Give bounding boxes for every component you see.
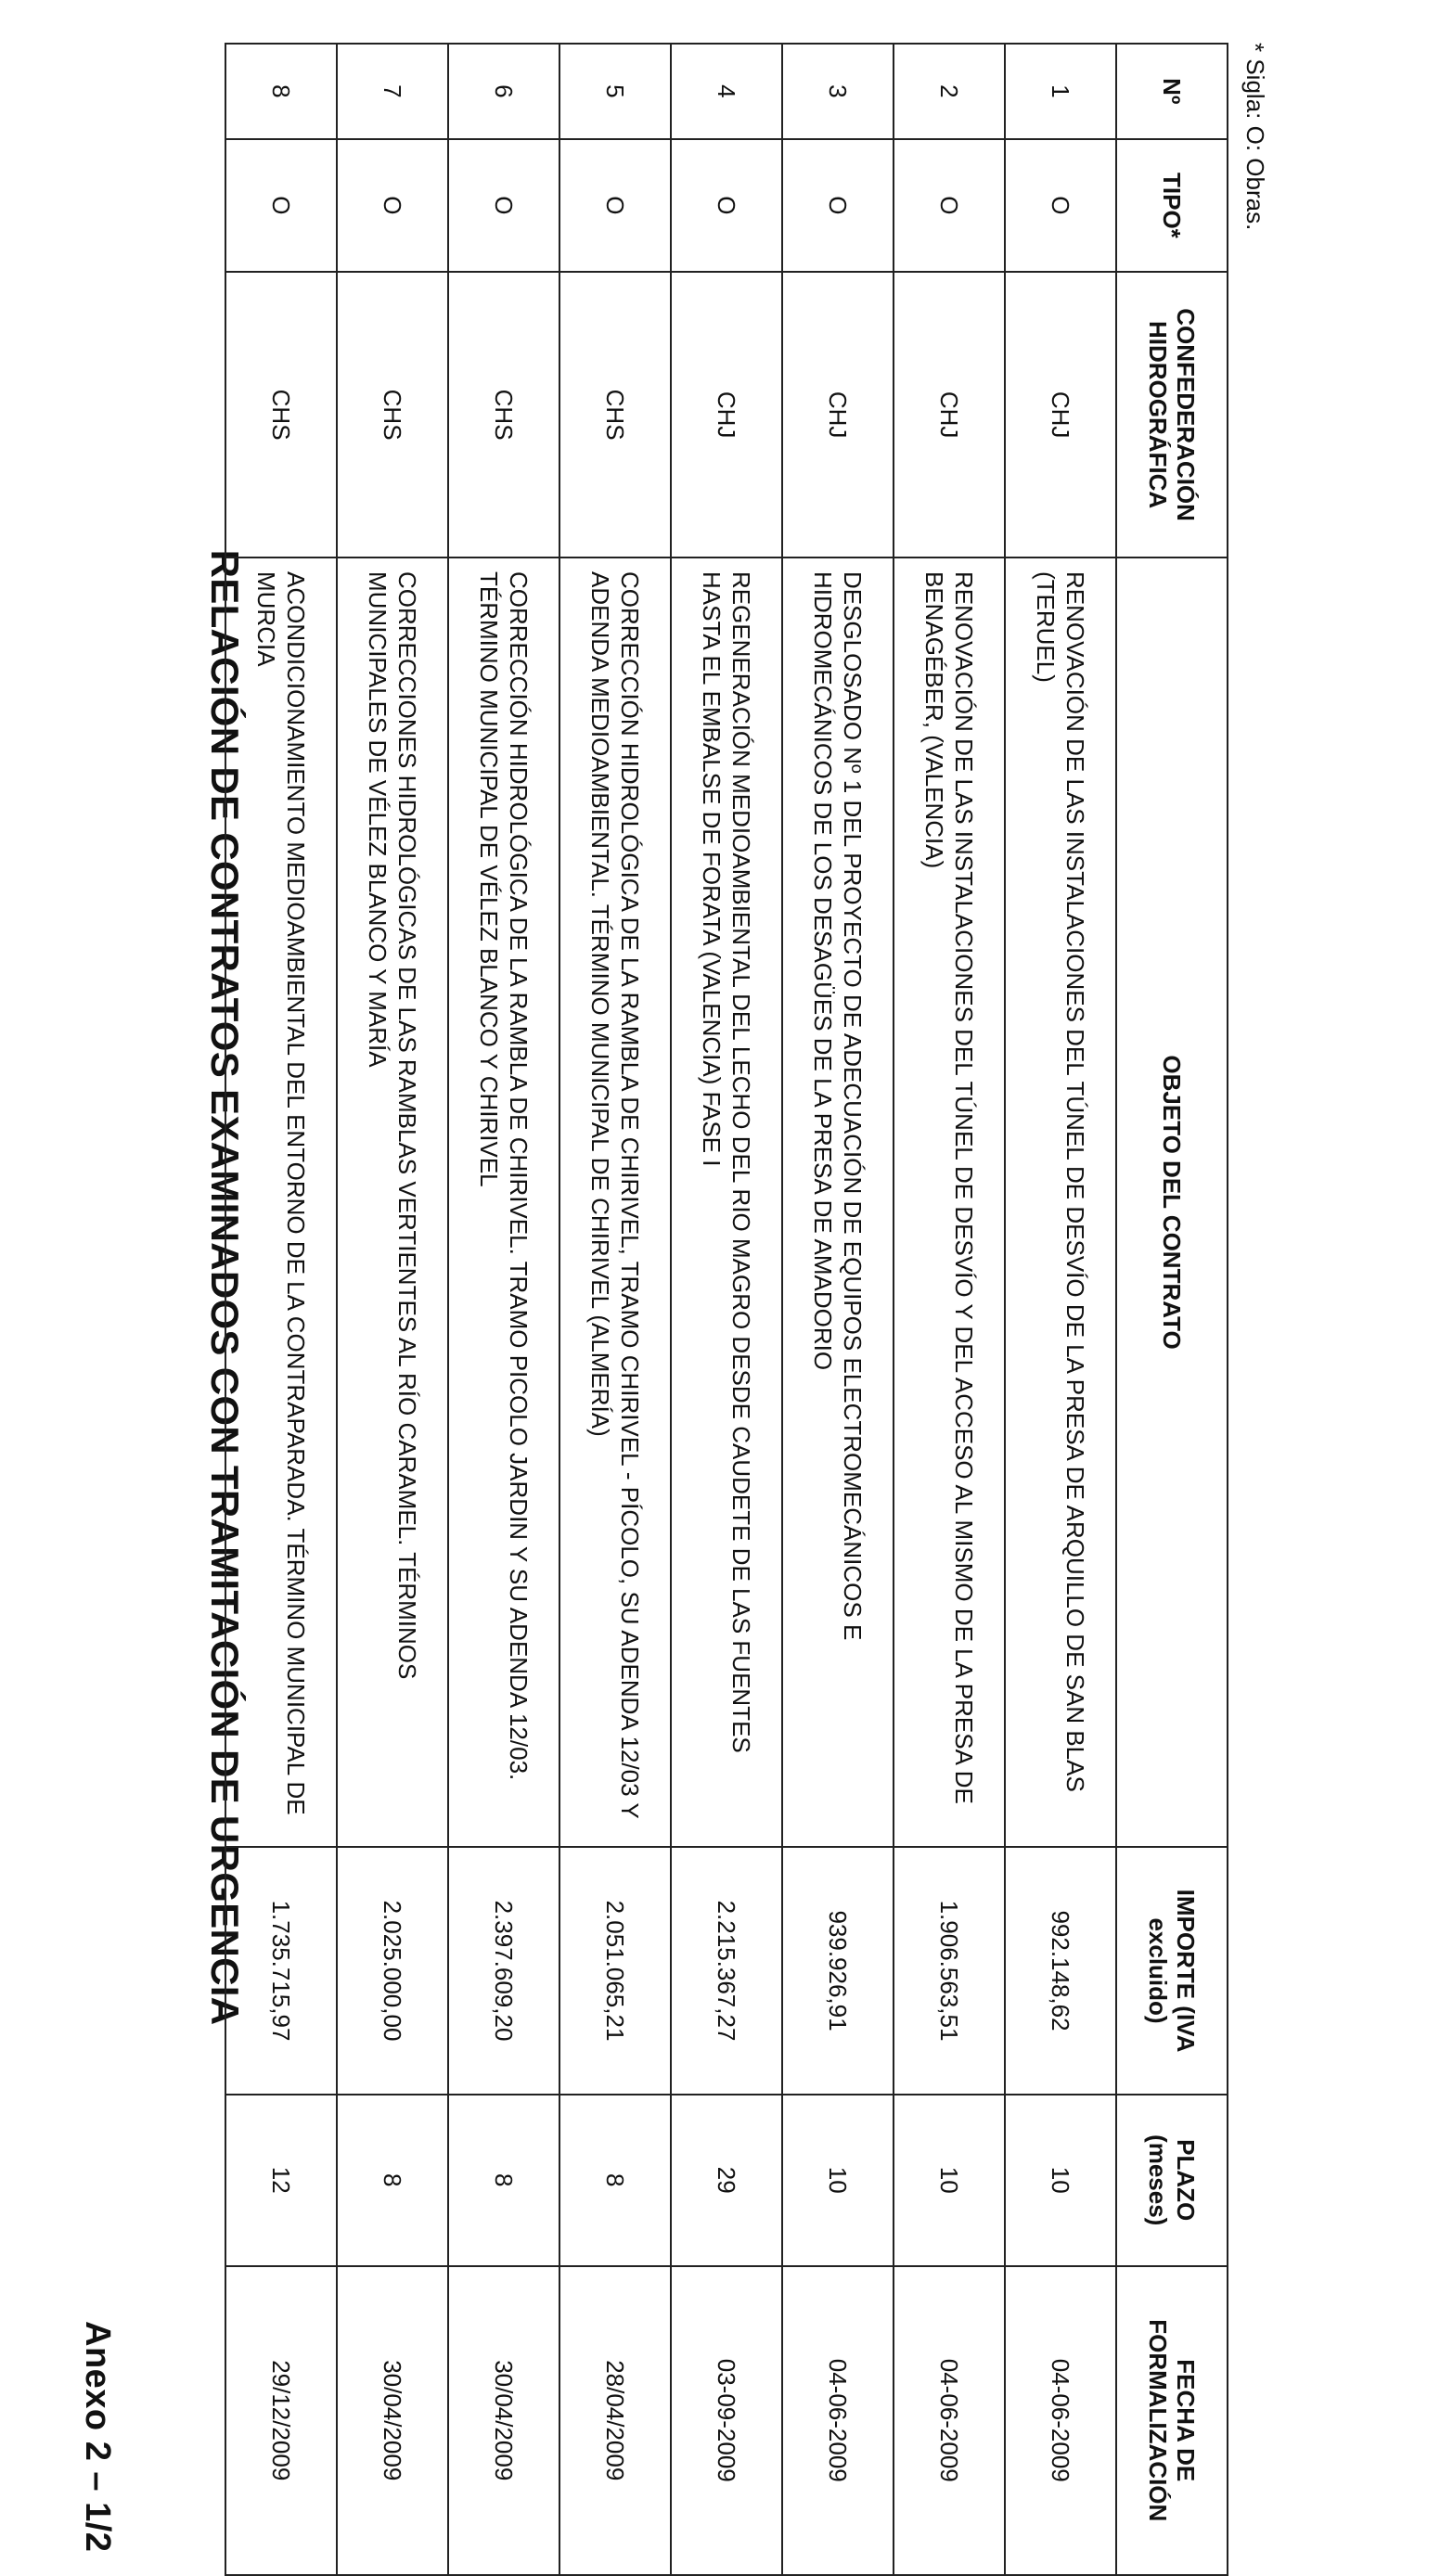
cell-objeto: DESGLOSADO Nº 1 DEL PROYECTO DE ADECUACIÓN DE EQUIPOS ELECTROMECÁNICOS E HIDROMECÁNICOS DE LOS DESAGÜES DE LA PRESA DE AMADORIO bbox=[782, 557, 894, 1847]
cell-fecha: 04-06-2009 bbox=[1005, 2266, 1116, 2575]
cell-plazo: 12 bbox=[225, 2095, 337, 2266]
table-row bbox=[559, 44, 671, 2575]
table-header-row bbox=[1116, 44, 1228, 2575]
cell-objeto: CORRECCIÓN HIDROLÓGICA DE LA RAMBLA DE CHIRIVEL, TRAMO CHIRIVEL - PÍCOLO, SU ADENDA 12/03 Y ADENDA MEDIOAMBIENTAL. TÉRMINO MUNICIPAL DE CHIRIVEL (ALMERÍA) bbox=[559, 557, 671, 1847]
cell-tipo: O bbox=[1005, 139, 1116, 273]
cell-importe: 2.215.367,27 bbox=[671, 1847, 782, 2095]
cell-confederacion: CHS bbox=[559, 272, 671, 557]
cell-confederacion: CHJ bbox=[671, 272, 782, 557]
cell-tipo: O bbox=[448, 139, 559, 273]
cell-tipo: O bbox=[337, 139, 448, 273]
header-plazo: PLAZO (meses) bbox=[1116, 2095, 1228, 2266]
cell-num: 7 bbox=[337, 44, 448, 139]
cell-importe: 939.926,91 bbox=[782, 1847, 894, 2095]
cell-tipo: O bbox=[225, 139, 337, 273]
cell-objeto: REGENERACIÓN MEDIOAMBIENTAL DEL LECHO DEL RIO MAGRO DESDE CAUDETE DE LAS FUENTES HASTA EL EMBALSE DE FORATA (VALENCIA) FASE I bbox=[671, 557, 782, 1847]
cell-tipo: O bbox=[782, 139, 894, 273]
cell-importe: 1.906.563,51 bbox=[894, 1847, 1005, 2095]
cell-importe: 1.735.715,97 bbox=[225, 1847, 337, 2095]
header-importe: IMPORTE (IVA excluido) bbox=[1116, 1847, 1228, 2095]
cell-fecha: 30/04/2009 bbox=[337, 2266, 448, 2575]
table-row bbox=[894, 44, 1005, 2575]
cell-num: 6 bbox=[448, 44, 559, 139]
cell-fecha: 04-06-2009 bbox=[782, 2266, 894, 2575]
document-title: RELACIÓN DE CONTRATOS EXAMINADOS CON TRAMITACIÓN DE URGENCIA bbox=[203, 549, 247, 2026]
cell-fecha: 03-09-2009 bbox=[671, 2266, 782, 2575]
cell-plazo: 8 bbox=[337, 2095, 448, 2266]
cell-confederacion: CHJ bbox=[1005, 272, 1116, 557]
contracts-table bbox=[225, 43, 1228, 2576]
cell-num: 4 bbox=[671, 44, 782, 139]
cell-plazo: 29 bbox=[671, 2095, 782, 2266]
cell-num: 2 bbox=[894, 44, 1005, 139]
cell-objeto: RENOVACIÓN DE LAS INSTALACIONES DEL TÚNEL DE DESVÍO Y DEL ACCESO AL MISMO DE LA PRESA DE BENAGÉBER, (VALENCIA) bbox=[894, 557, 1005, 1847]
cell-num: 5 bbox=[559, 44, 671, 139]
cell-num: 8 bbox=[225, 44, 337, 139]
header-fecha: FECHA DE FORMALIZACIÓN bbox=[1116, 2266, 1228, 2575]
cell-objeto: ACONDICIONAMIENTO MEDIOAMBIENTAL DEL ENTORNO DE LA CONTRAPARADA. TÉRMINO MUNICIPAL DE MURCIA bbox=[225, 557, 337, 1847]
header-tipo: TIPO* bbox=[1116, 139, 1228, 273]
table-row bbox=[448, 44, 559, 2575]
table-row bbox=[225, 44, 337, 2575]
cell-importe: 2.025.000,00 bbox=[337, 1847, 448, 2095]
cell-confederacion: CHS bbox=[448, 272, 559, 557]
cell-tipo: O bbox=[894, 139, 1005, 273]
cell-confederacion: CHJ bbox=[894, 272, 1005, 557]
cell-importe: 2.397.609,20 bbox=[448, 1847, 559, 2095]
cell-tipo: O bbox=[671, 139, 782, 273]
cell-confederacion: CHJ bbox=[782, 272, 894, 557]
cell-fecha: 04-06-2009 bbox=[894, 2266, 1005, 2575]
cell-confederacion: CHS bbox=[337, 272, 448, 557]
cell-num: 1 bbox=[1005, 44, 1116, 139]
table-row bbox=[1005, 44, 1116, 2575]
footnote: * Sigla: O: Obras. bbox=[1241, 43, 1269, 231]
cell-objeto: CORRECCIÓN HIDROLÓGICA DE LA RAMBLA DE CHIRIVEL. TRAMO PICOLO JARDIN Y SU ADENDA 12/03. TÉRMINO MUNICIPAL DE VÉLEZ BLANCO Y CHIRIVEL bbox=[448, 557, 559, 1847]
header-num: Nº bbox=[1116, 44, 1228, 139]
cell-plazo: 10 bbox=[782, 2095, 894, 2266]
cell-plazo: 8 bbox=[448, 2095, 559, 2266]
table-row bbox=[782, 44, 894, 2575]
cell-fecha: 28/04/2009 bbox=[559, 2266, 671, 2575]
table-row bbox=[671, 44, 782, 2575]
annex-label: Anexo 2 – 1/2 bbox=[78, 2321, 117, 2553]
cell-plazo: 10 bbox=[894, 2095, 1005, 2266]
cell-tipo: O bbox=[559, 139, 671, 273]
cell-importe: 992.148,62 bbox=[1005, 1847, 1116, 2095]
header-confederacion: CONFEDERACIÓN HIDROGRÁFICA bbox=[1116, 272, 1228, 557]
cell-plazo: 10 bbox=[1005, 2095, 1116, 2266]
header-objeto: OBJETO DEL CONTRATO bbox=[1116, 557, 1228, 1847]
cell-objeto: CORRECCIONES HIDROLÓGICAS DE LAS RAMBLAS VERTIENTES AL RÍO CARAMEL. TÉRMINOS MUNICIPALES DE VÉLEZ BLANCO Y MARÍA bbox=[337, 557, 448, 1847]
cell-plazo: 8 bbox=[559, 2095, 671, 2266]
cell-importe: 2.051.065,21 bbox=[559, 1847, 671, 2095]
table-row bbox=[337, 44, 448, 2575]
cell-confederacion: CHS bbox=[225, 272, 337, 557]
cell-fecha: 29/12/2009 bbox=[225, 2266, 337, 2575]
cell-num: 3 bbox=[782, 44, 894, 139]
cell-objeto: RENOVACIÓN DE LAS INSTALACIONES DEL TÚNEL DE DESVÍO DE LA PRESA DE ARQUILLO DE SAN BLAS (TERUEL) bbox=[1005, 557, 1116, 1847]
cell-fecha: 30/04/2009 bbox=[448, 2266, 559, 2575]
